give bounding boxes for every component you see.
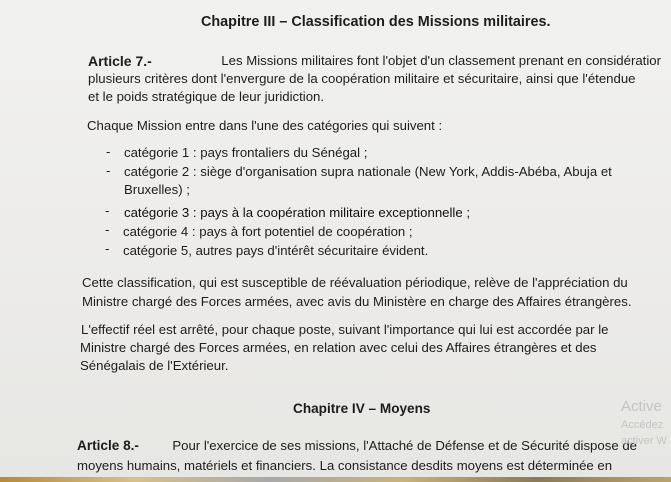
chapter-iv-title: Chapitre IV – Moyens xyxy=(293,401,431,416)
activation-watermark-line-3: activer W xyxy=(621,435,667,447)
chapter-iii-title: Chapitre III – Classification des Missions militaires. xyxy=(201,14,551,30)
category-2-line-2: Bruxelles) ; xyxy=(124,182,190,197)
effectif-line-1-text: L'effectif réel est arrêté, pour chaque poste, suivant l'importance qui lui est accordée par le xyxy=(81,322,609,337)
effectif-line-2 xyxy=(80,340,658,356)
category-3: catégorie 3 : pays à la coopération militaire exceptionnelle ; xyxy=(124,205,471,220)
article-8-line-1 xyxy=(77,438,637,454)
bullet-dash: - xyxy=(105,203,110,218)
bullet-dash: - xyxy=(105,222,110,237)
article-7-line-1 xyxy=(88,53,661,69)
bullet-dash: - xyxy=(106,163,111,178)
article-7-line-3: et le poids stratégique de leur juridiction. xyxy=(88,89,325,104)
article-7-line-2: plusieurs critères dont l'envergure de la coopération militaire et sécuritaire, ainsi que l'étendue xyxy=(88,71,636,86)
taskbar-strip xyxy=(0,477,671,482)
category-1: catégorie 1 : pays frontaliers du Sénégal ; xyxy=(124,145,368,160)
activation-watermark-line-2: Accédez xyxy=(621,419,664,431)
classification-line-2: Ministre chargé des Forces armées, avec avis du Ministère en charge des Affaires étrangères. xyxy=(82,294,632,309)
effectif-line-1 xyxy=(81,322,658,338)
category-2-text: catégorie 2 : siège d'organisation supra nationale (New York, Addis-Abéba, Abuja et xyxy=(124,164,612,179)
bullet-dash: - xyxy=(106,144,111,159)
category-5: catégorie 5, autres pays d'intérêt sécuritaire évident. xyxy=(123,243,429,258)
categories-intro: Chaque Mission entre dans l'une des catégories qui suivent : xyxy=(87,118,443,133)
article-8-line-1-text: Pour l'exercice de ses missions, l'Attaché de Défense et de Sécurité dispose de xyxy=(172,438,637,453)
article-8-line-2: moyens humains, matériels et financiers. La consistance desdits moyens est déterminée en xyxy=(77,458,613,473)
article-8-label: Article 8.- xyxy=(77,438,139,453)
bullet-dash: - xyxy=(105,241,110,256)
effectif-line-3: Sénégalais de l'Extérieur. xyxy=(80,358,229,373)
article-7-line-1-text: Les Missions militaires font l'objet d'un classement prenant en considératior xyxy=(221,53,661,68)
category-2-line-1 xyxy=(124,164,661,180)
activation-watermark-line-1: Active xyxy=(621,398,662,415)
category-4: catégorie 4 : pays à fort potentiel de coopération ; xyxy=(123,224,413,239)
article-7-label: Article 7.- xyxy=(88,53,152,69)
classification-line-1: Cette classification, qui est susceptible de réévaluation périodique, relève de l'appréciation du xyxy=(82,275,628,290)
effectif-line-2-text: Ministre chargé des Forces armées, en relation avec celui des Affaires étrangères et des xyxy=(80,340,597,355)
